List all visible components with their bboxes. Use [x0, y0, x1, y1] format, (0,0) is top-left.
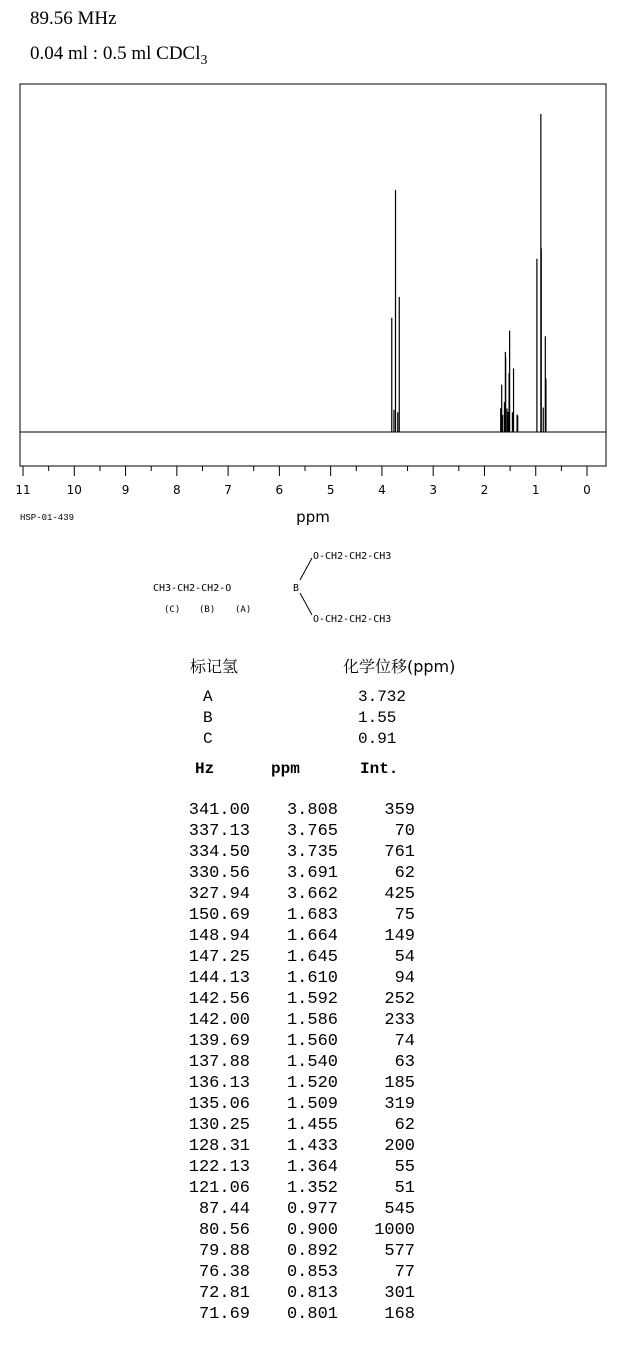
peak-marks: [392, 114, 546, 432]
peak-hz: 71.69: [198, 1305, 250, 1324]
peak-hz: 76.38: [198, 1263, 250, 1282]
assignment-header-hydrogen: 标记氢: [190, 657, 239, 676]
peak-int: 51: [394, 1179, 415, 1198]
peak-hz: 147.25: [188, 948, 250, 967]
left-chain: CH3-CH2-CH2-O: [153, 583, 232, 594]
peak-row: [170, 968, 415, 989]
peak-ppm: 0.853: [286, 1263, 338, 1282]
x-tick-label: 1: [531, 483, 540, 497]
peak-int: 761: [384, 843, 415, 862]
peak-row: [170, 1052, 415, 1073]
peak-int: 233: [384, 1011, 415, 1030]
assignment-label: B: [203, 709, 213, 727]
peak-hz: 121.06: [188, 1179, 250, 1198]
nmr-spectrum-chart: [0, 0, 626, 535]
label-a: (A): [235, 605, 252, 615]
peak-row: [170, 947, 415, 968]
peak-hz: 80.56: [198, 1221, 250, 1240]
peak-header-int: Int.: [360, 760, 399, 778]
peak-hz: 87.44: [198, 1200, 250, 1219]
peak-int: 77: [394, 1263, 415, 1282]
peak-row: [170, 1304, 415, 1325]
peak-ppm: 3.735: [286, 843, 338, 862]
peak-row: [170, 1262, 415, 1283]
x-tick-label: 2: [480, 483, 489, 497]
peak-hz: 128.31: [188, 1137, 250, 1156]
peak-row: [170, 1283, 415, 1304]
spectrometer-frequency: 89.56 MHz: [30, 8, 117, 29]
assignment-shift: 3.732: [358, 688, 407, 706]
peak-ppm: 1.610: [286, 969, 338, 988]
peak-int: 252: [384, 990, 415, 1009]
peak-row: [170, 1073, 415, 1094]
peak-ppm: 1.560: [286, 1032, 338, 1051]
peak-hz: 144.13: [188, 969, 250, 988]
peak-row: [170, 989, 415, 1010]
x-tick-label: 3: [429, 483, 438, 497]
peak-int: 577: [384, 1242, 415, 1261]
peak-ppm: 1.433: [286, 1137, 338, 1156]
peak-row: [170, 926, 415, 947]
peak-hz: 330.56: [188, 864, 250, 883]
peak-ppm: 1.364: [286, 1158, 338, 1177]
peak-ppm: 1.586: [286, 1011, 338, 1030]
peak-ppm: 3.765: [286, 822, 338, 841]
label-b: (B): [199, 605, 216, 615]
assignment-label: C: [203, 730, 213, 748]
peak-int: 545: [384, 1200, 415, 1219]
peak-ppm: 0.900: [286, 1221, 338, 1240]
peak-int: 185: [384, 1074, 415, 1093]
peak-hz: 136.13: [188, 1074, 250, 1093]
x-axis-label: ppm: [296, 508, 330, 526]
solvent-subscript: 3: [200, 53, 208, 68]
structure-diagram: [0, 540, 626, 640]
x-axis: [15, 466, 590, 497]
peak-int: 359: [384, 801, 415, 820]
plot-frame: [20, 84, 606, 466]
x-tick-label: 7: [224, 483, 232, 497]
peak-hz: 327.94: [188, 885, 250, 904]
peak-row: [170, 1220, 415, 1241]
peak-ppm: 1.664: [286, 927, 338, 946]
peak-int: 425: [384, 885, 415, 904]
peak-int: 94: [394, 969, 415, 988]
assignment-shift: 0.91: [358, 730, 397, 748]
peak-header-ppm: ppm: [271, 760, 300, 778]
peak-ppm: 1.592: [286, 990, 338, 1009]
peak-ppm: 0.977: [286, 1200, 338, 1219]
peak-row: [170, 1241, 415, 1262]
peak-row: [170, 1094, 415, 1115]
peak-row: [170, 905, 415, 926]
bond-upper: [300, 558, 312, 580]
peak-row: [170, 1199, 415, 1220]
peak-row: [170, 1031, 415, 1052]
peak-ppm: 1.683: [286, 906, 338, 925]
peak-ppm: 1.455: [286, 1116, 338, 1135]
peak-int: 319: [384, 1095, 415, 1114]
peak-ppm: 1.520: [286, 1074, 338, 1093]
peak-int: 168: [384, 1305, 415, 1324]
peak-ppm: 3.808: [286, 801, 338, 820]
x-tick-label: 10: [66, 483, 82, 497]
peak-hz: 142.00: [188, 1011, 250, 1030]
assignment-shift: 1.55: [358, 709, 397, 727]
peak-int: 200: [384, 1137, 415, 1156]
x-tick-label: 9: [121, 483, 130, 497]
peak-hz: 79.88: [198, 1242, 250, 1261]
assignment-header-shift: 化学位移(ppm): [343, 657, 456, 676]
peak-hz: 148.94: [188, 927, 250, 946]
peak-int: 54: [394, 948, 415, 967]
peak-ppm: 1.509: [286, 1095, 338, 1114]
peak-int: 55: [394, 1158, 415, 1177]
peak-table: [170, 800, 415, 1325]
peak-ppm: 1.352: [286, 1179, 338, 1198]
x-tick-label: 4: [378, 483, 386, 497]
peak-hz: 137.88: [188, 1053, 250, 1072]
peak-hz: 334.50: [188, 843, 250, 862]
peak-int: 70: [394, 822, 415, 841]
peak-hz: 122.13: [188, 1158, 250, 1177]
solvent-text: 0.04 ml : 0.5 ml CDCl: [30, 43, 201, 64]
peak-row: [170, 842, 415, 863]
peak-int: 75: [394, 906, 415, 925]
peak-hz: 150.69: [188, 906, 250, 925]
peak-hz: 142.56: [188, 990, 250, 1009]
x-tick-label: 5: [326, 483, 335, 497]
x-tick-label: 6: [275, 483, 284, 497]
peak-ppm: 0.801: [286, 1305, 338, 1324]
peak-int: 62: [394, 864, 415, 883]
peak-ppm: 3.662: [286, 885, 338, 904]
peak-header-hz: Hz: [195, 760, 215, 778]
peak-int: 74: [394, 1032, 415, 1051]
peak-hz: 341.00: [188, 801, 250, 820]
upper-chain: O-CH2-CH2-CH3: [313, 551, 392, 562]
x-tick-label: 0: [583, 483, 591, 497]
peak-int: 1000: [374, 1221, 415, 1240]
peak-row: [170, 863, 415, 884]
boron-atom: B: [293, 583, 300, 594]
peak-ppm: 0.892: [286, 1242, 338, 1261]
peak-row: [170, 800, 415, 821]
peak-row: [170, 884, 415, 905]
peak-int: 63: [394, 1053, 415, 1072]
x-tick-label: 8: [173, 483, 181, 497]
x-tick-label: 11: [15, 483, 31, 497]
peak-row: [170, 1178, 415, 1199]
peak-hz: 72.81: [198, 1284, 250, 1303]
peak-ppm: 3.691: [286, 864, 338, 883]
peak-row: [170, 1157, 415, 1178]
peak-hz: 130.25: [188, 1116, 250, 1135]
peak-row: [170, 821, 415, 842]
peak-hz: 135.06: [188, 1095, 250, 1114]
spectrum-code: HSP-01-439: [20, 513, 75, 523]
peak-hz: 337.13: [188, 822, 250, 841]
peak-row: [170, 1136, 415, 1157]
peak-int: 149: [384, 927, 415, 946]
peak-int: 301: [384, 1284, 415, 1303]
peak-ppm: 0.813: [286, 1284, 338, 1303]
peak-int: 62: [394, 1116, 415, 1135]
assignment-label: A: [203, 688, 213, 706]
peak-row: [170, 1115, 415, 1136]
bond-lower: [300, 593, 312, 615]
label-c: (C): [164, 605, 181, 615]
peak-hz: 139.69: [188, 1032, 250, 1051]
lower-chain: O-CH2-CH2-CH3: [313, 614, 392, 625]
peak-row: [170, 1010, 415, 1031]
peak-ppm: 1.540: [286, 1053, 338, 1072]
peak-ppm: 1.645: [286, 948, 338, 967]
